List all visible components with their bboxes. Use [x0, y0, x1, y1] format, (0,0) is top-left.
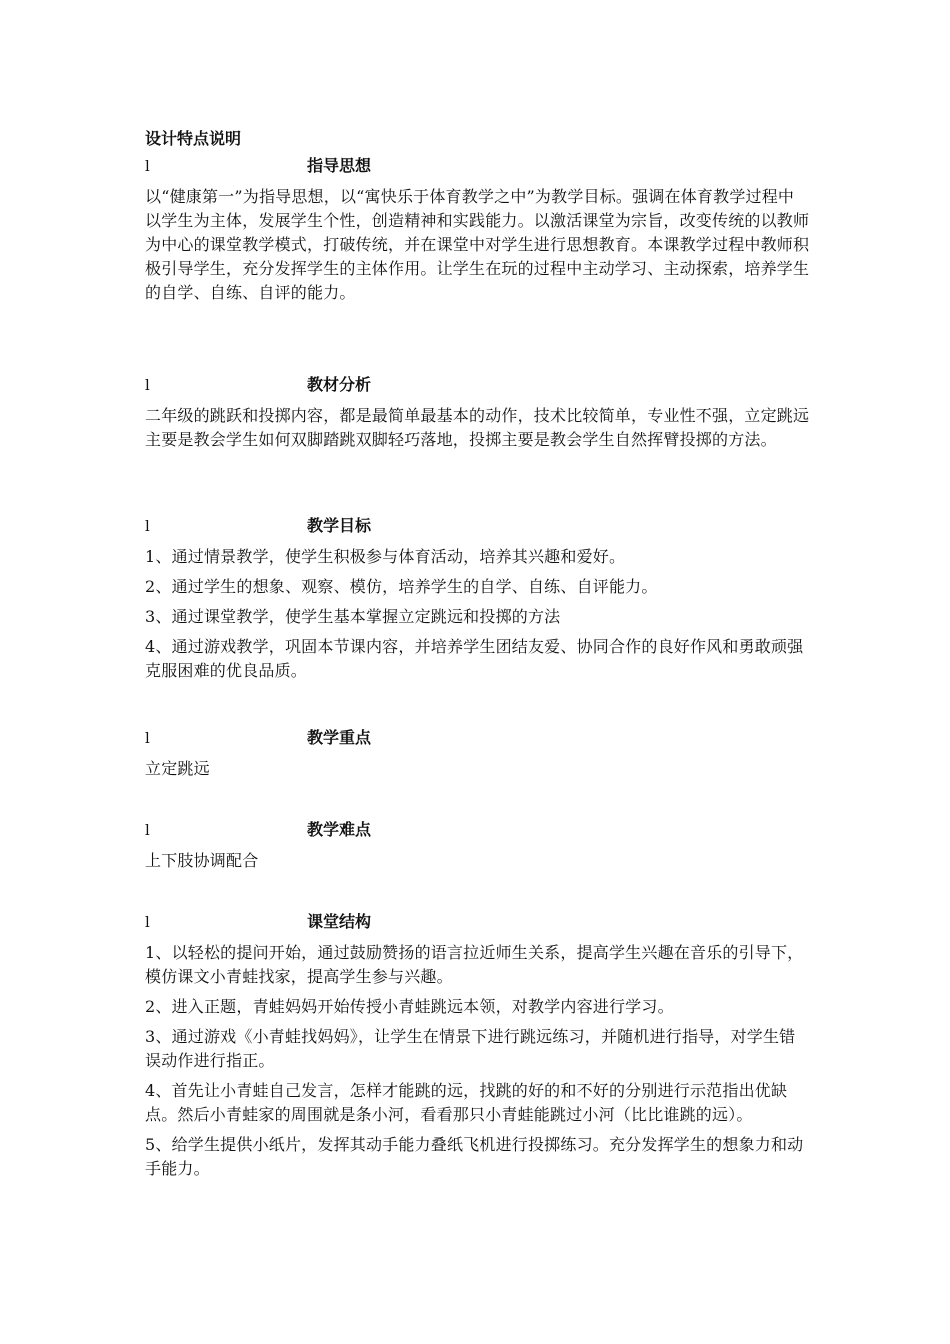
section-title: 课堂结构: [307, 912, 372, 931]
section-heading: [0, 514, 950, 538]
section-heading: [0, 154, 950, 178]
section-teaching-focus: [0, 726, 950, 787]
bullet-marker: l: [145, 729, 150, 747]
bullet-marker: l: [145, 157, 150, 175]
paragraph: 1、以轻松的提问开始，通过鼓励赞扬的语言拉近师生关系，提高学生兴趣在音乐的引导下，模仿课文小青蛙找家，提高学生参与兴趣。: [145, 943, 804, 986]
section-title: 教材分析: [307, 375, 372, 394]
paragraph: 2、通过学生的想象、观察、模仿，培养学生的自学、自练、自评能力。: [145, 577, 658, 596]
section-guiding-ideology: [0, 154, 950, 311]
section-body: [145, 849, 810, 873]
document-title: 设计特点说明: [145, 129, 242, 148]
section-heading: [0, 726, 950, 750]
paragraph: 立定跳远: [145, 759, 210, 778]
paragraph: 4、通过游戏教学，巩固本节课内容，并培养学生团结友爱、协同合作的良好作风和勇敢顽强克服困难的优良品质。: [145, 637, 804, 680]
section-body: [145, 757, 810, 781]
section-heading: [0, 818, 950, 842]
section-heading: [0, 373, 950, 397]
bullet-marker: l: [145, 376, 150, 394]
paragraph: 二年级的跳跃和投掷内容，都是最简单最基本的动作，技术比较简单，专业性不强，立定跳远主要是教会学生如何双脚踏跳双脚轻巧落地，投掷主要是教会学生自然挥臂投掷的方法。: [145, 406, 810, 449]
paragraph: 1、通过情景教学，使学生积极参与体育活动，培养其兴趣和爱好。: [145, 547, 626, 566]
bullet-marker: l: [145, 821, 150, 839]
section-title: 指导思想: [307, 156, 372, 175]
section-title: 教学难点: [307, 820, 372, 839]
paragraph: 3、通过游戏《小青蛙找妈妈》，让学生在情景下进行跳远练习，并随机进行指导，对学生错误动作进行指正。: [145, 1027, 796, 1070]
section-body: [145, 941, 810, 1181]
section-title: 教学目标: [307, 516, 372, 535]
paragraph: 以“健康第一”为指导思想，以“寓快乐于体育教学之中”为教学目标。强调在体育教学过程中以学生为主体，发展学生个性，创造精神和实践能力。以激活课堂为宗旨，改变传统的以教师为中心的课堂教学模式，打破传统，并在课堂中对学生进行思想教育。本课教学过程中教师积极引导学生，充分发挥学生的主体作用。让学生在玩的过程中主动学习、主动探索，培养学生的自学、自练、自评的能力。: [145, 187, 810, 302]
paragraph: 3、通过课堂教学，使学生基本掌握立定跳远和投掷的方法: [145, 607, 561, 626]
bullet-marker: l: [145, 913, 150, 931]
section-body: [145, 185, 810, 305]
section-body: [145, 545, 810, 683]
section-teaching-difficulty: [0, 818, 950, 879]
section-material-analysis: [0, 373, 950, 458]
section-heading: [0, 910, 950, 934]
section-body: [145, 404, 810, 452]
paragraph: 上下肢协调配合: [145, 851, 259, 870]
paragraph: 4、首先让小青蛙自己发言，怎样才能跳的远，找跳的好的和不好的分别进行示范指出优缺点。然后小青蛙家的周围就是条小河，看看那只小青蛙能跳过小河（比比谁跳的远）。: [145, 1081, 788, 1124]
paragraph: 5、给学生提供小纸片，发挥其动手能力叠纸飞机进行投掷练习。充分发挥学生的想象力和动手能力。: [145, 1135, 804, 1178]
paragraph: 2、进入正题，青蛙妈妈开始传授小青蛙跳远本领，对教学内容进行学习。: [145, 997, 674, 1016]
section-class-structure: [0, 910, 950, 1187]
bullet-marker: l: [145, 517, 150, 535]
section-title: 教学重点: [307, 728, 372, 747]
section-teaching-goals: [0, 514, 950, 689]
